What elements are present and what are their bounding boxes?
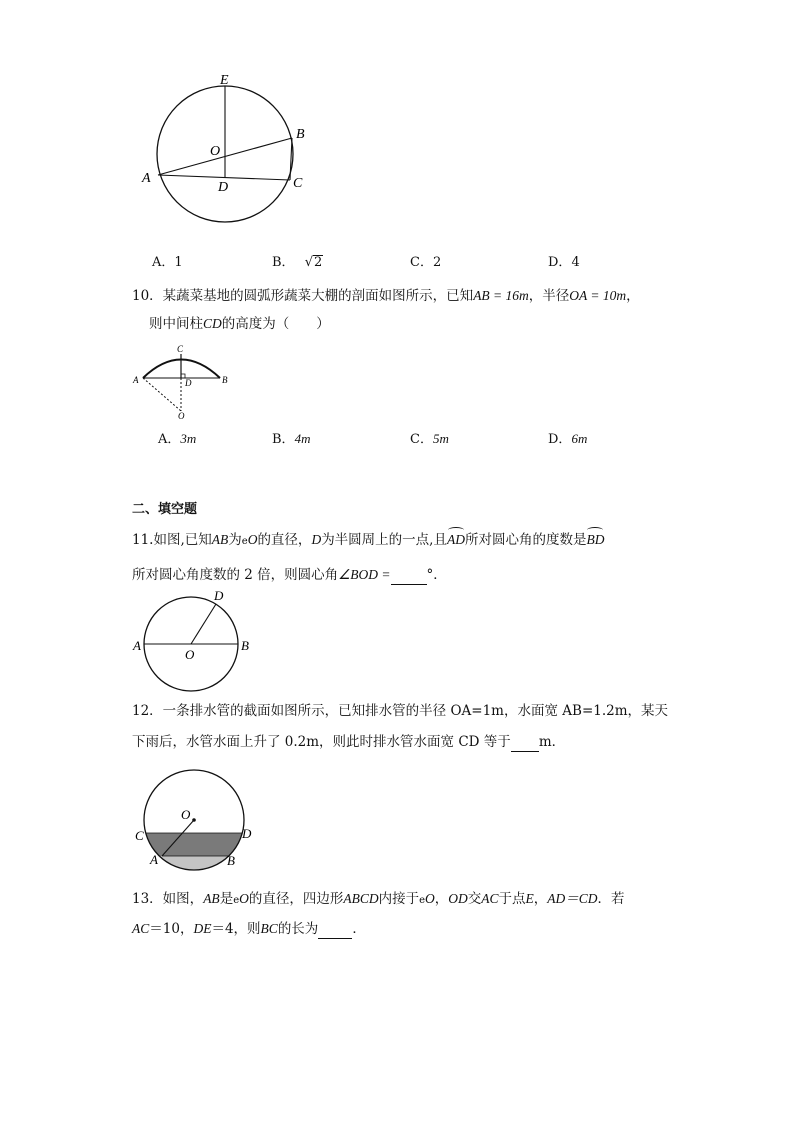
q10-text-line1: 10．某蔬菜基地的圆弧形蔬菜大棚的剖面如图所示，已知AB = 16m，半径OA = 10m， — [132, 288, 640, 304]
q10-text-line2: 则中间柱CD的高度为（ ） — [149, 316, 330, 332]
q9-label-D: D — [218, 180, 229, 195]
q9-option-a: A．1 — [152, 255, 183, 270]
q10-label-O: O — [178, 411, 185, 421]
q9-option-b: B． √2 — [272, 255, 323, 270]
q11-label-O: O — [185, 647, 195, 662]
q12-answer-blank — [511, 737, 539, 752]
q12-label-B: B — [227, 853, 235, 868]
q10-option-b: B．4m — [272, 431, 311, 447]
q12-text-line2: 下雨后，水管水面上升了 0.2m，则此时排水管水面宽 CD 等于 m． — [132, 734, 566, 750]
q11-text-line2: 所对圆心角度数的 2 倍，则圆心角∠BOD = °． — [132, 567, 447, 583]
q10-label-D: D — [185, 378, 192, 388]
q12-label-C: C — [135, 828, 144, 843]
q9-circle-figure — [135, 70, 315, 235]
q13-text-line2: AC＝10，DE＝4，则BC的长为 ． — [132, 921, 366, 937]
q10-label-C: C — [177, 344, 184, 354]
q12-label-O: O — [181, 807, 191, 822]
q9-line-BC — [290, 138, 292, 180]
q9-label-C: C — [293, 176, 303, 191]
q12-label-D: D — [242, 826, 252, 841]
q9-label-E: E — [220, 73, 229, 88]
q10-greenhouse-figure — [130, 343, 240, 423]
q10-option-a: A．3m — [158, 431, 197, 447]
q9-option-d: D．4 — [548, 255, 580, 270]
q11-label-D: D — [214, 588, 224, 603]
q12-center-dot — [192, 818, 196, 822]
q11-label-A: A — [133, 638, 141, 653]
q9-label-O: O — [210, 144, 221, 159]
q9-option-c: C．2 — [410, 255, 442, 270]
q11-label-B: B — [241, 638, 249, 653]
q10-label-B: B — [222, 375, 228, 385]
q9-label-A: A — [142, 171, 151, 186]
q10-option-c: C．5m — [410, 431, 449, 447]
q13-answer-blank — [318, 924, 352, 939]
q12-pipe-figure — [130, 766, 260, 876]
q10-dash-AO — [143, 378, 181, 411]
q12-text-line1: 12．一条排水管的截面如图所示，已知排水管的半径 OA=1m，水面宽 AB=1.2m，某天 — [132, 703, 669, 719]
q9-label-B: B — [296, 127, 305, 142]
q13-text-line1: 13．如图，AB是eO的直径，四边形ABCD内接于eO，OD交AC于点E，AD＝CD．若 — [132, 891, 625, 907]
q10-option-d: D．6m — [548, 431, 588, 447]
q11-answer-blank — [391, 570, 427, 585]
q11-text-line1: 11.如图,已知AB为eO的直径，D为半圆周上的一点,且AD所对圆心角的度数是BD — [132, 532, 605, 548]
q10-label-A: A — [133, 375, 139, 385]
q11-circle-figure — [130, 586, 260, 696]
section-heading-fill-blank: 二、填空题 — [132, 502, 198, 517]
q11-radius-OD — [191, 604, 216, 644]
q12-label-A: A — [150, 852, 158, 867]
